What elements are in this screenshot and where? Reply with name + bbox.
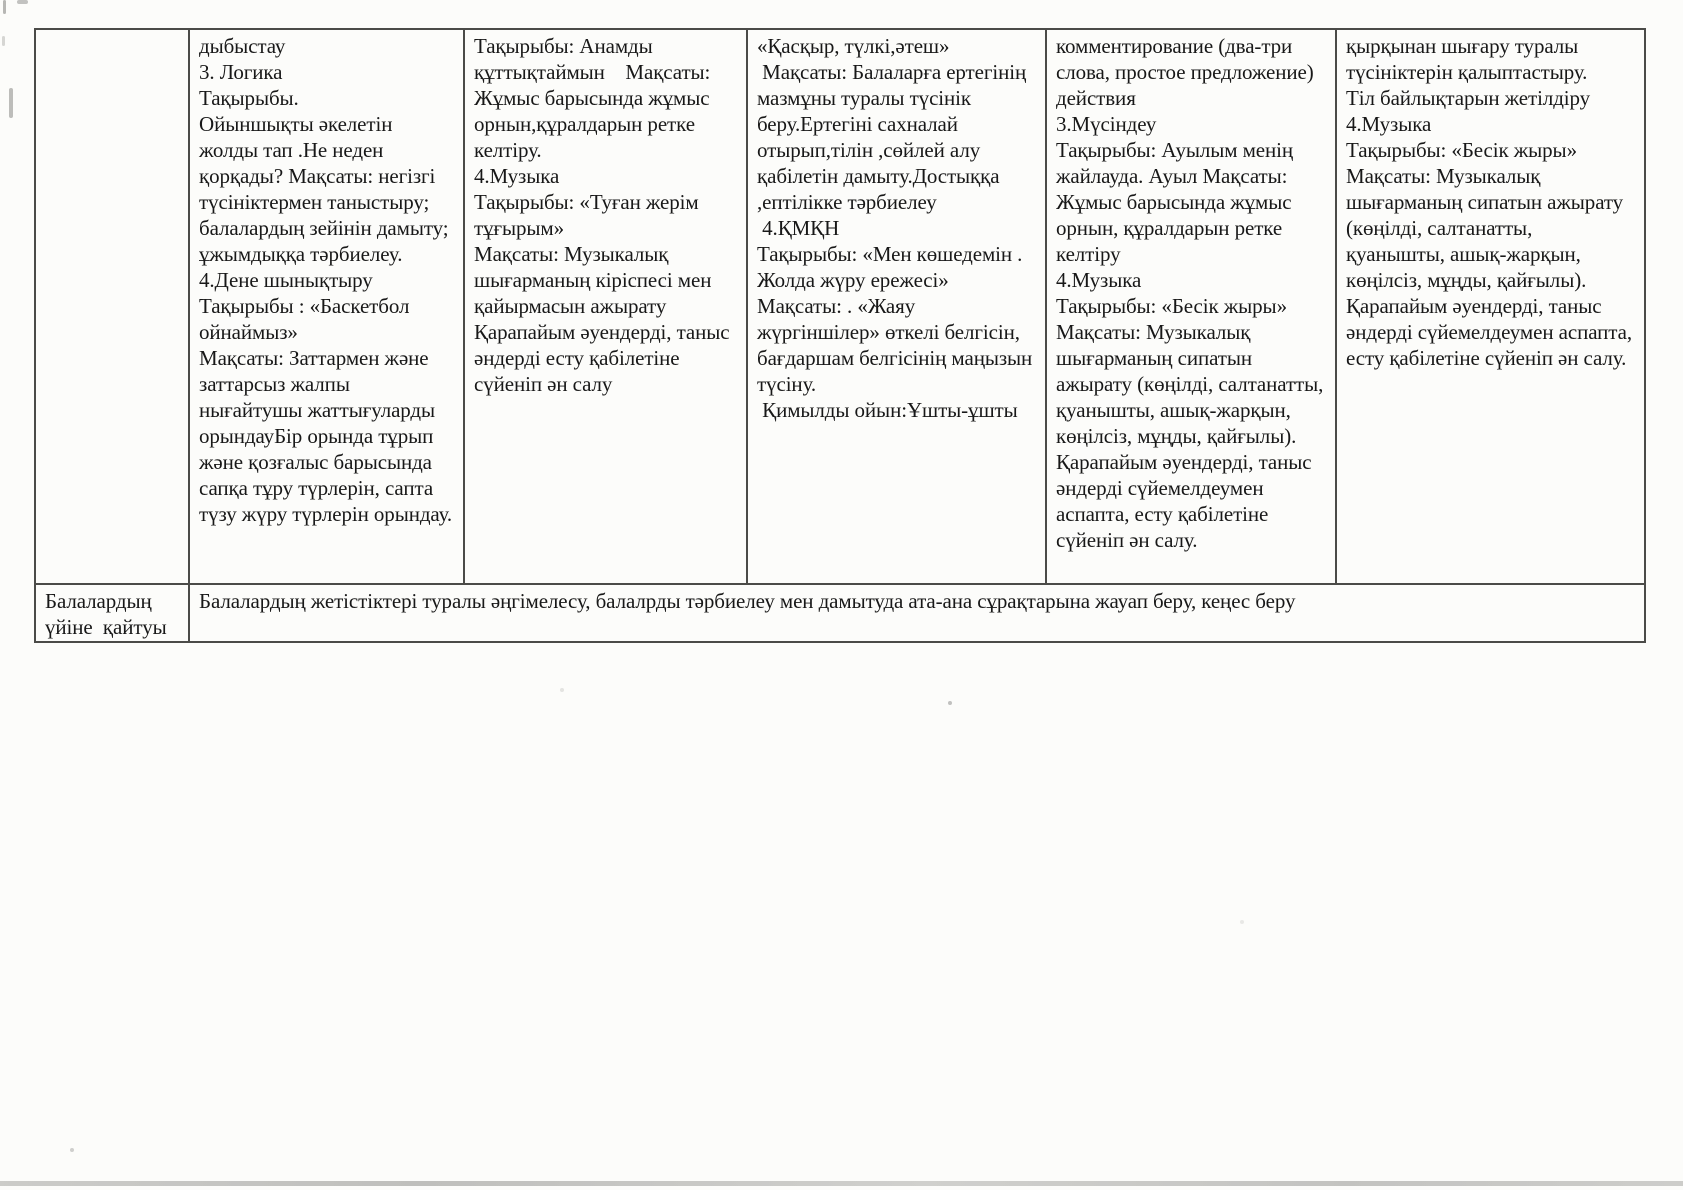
- cell-paragraph: Тақырыбы: «Мен көшедемін . Жолда жүру ережесі»: [757, 242, 1028, 292]
- cell-paragraph: Мақсаты: Музыкалық шығарманың сипатын ажырату (көңілді, салтанатты, қуанышты, ашық-жарқын, көңілсіз, мұңды, қайғылы).: [1056, 320, 1329, 448]
- cell-paragraph: Қарапайым әуендерді, таныс әндерді сүйемелдеумен аспапта, есту қабілетіне сүйеніп ән салу.: [1346, 294, 1638, 370]
- scan-artifact: [948, 701, 952, 705]
- scan-artifact: [17, 0, 28, 4]
- cell-paragraph: 4.Музыка: [1056, 268, 1142, 292]
- cell-paragraph: Қимылды ойын:Ұшты-ұшты: [757, 398, 1018, 422]
- cell-paragraph: Балалардың: [45, 589, 152, 613]
- cell-paragraph: Тақырыбы: «Туған жерім тұғырым»: [474, 190, 704, 240]
- cell-paragraph: Мақсаты: Музыкалық шығарманың сипатын ажырату (көңілді, салтанатты, қуанышты, ашық-жарқын, көңілсіз, мұңды, қайғылы).: [1346, 164, 1629, 292]
- scan-edge-strip: [0, 1181, 1683, 1186]
- cell-paragraph: 4.Дене шынықтыру: [199, 268, 373, 292]
- cell-paragraph: Мақсаты: Балаларға ертегінің мазмұны туралы түсінік беру.Ертегіні сахналай отырып,тілін ,сөйлей алу қабілетін дамыту.Достыққа ,ептілікке тәрбиелеу: [757, 60, 1032, 214]
- going-home-text: Балалардың жетістіктері туралы әңгімелесу, балалрды тәрбиелеу мен дамытуда ата-ана сұрақтарына жауап беру, кеңес беру: [199, 589, 1296, 613]
- scan-artifact: [1240, 920, 1244, 924]
- cell-paragraph: 4.Музыка: [474, 164, 560, 188]
- cell-paragraph: 3.Мүсіндеу: [1056, 112, 1157, 136]
- cell-paragraph: 3. Логика: [199, 60, 283, 84]
- cell-paragraph: «Қасқыр, түлкі,әтеш»: [757, 34, 950, 58]
- scan-artifact: [560, 688, 564, 692]
- row-header-going-home: [36, 585, 190, 641]
- cell-paragraph: Мақсаты: Заттармен және заттарсыз жалпы нығайтушы жаттығуларды орындауБір орында тұрып және қозғалыс барысында сапқа тұру түрлерін, сапта түзу жүру түрлерін орындау.: [199, 346, 453, 526]
- cell-paragraph: комментирование (два-три слова, простое предложение) действия: [1056, 34, 1319, 110]
- cell-paragraph: Тақырыбы : «Баскетбол ойнаймыз»: [199, 294, 415, 344]
- cell-paragraph: Мақсаты: Музыкалық шығарманың кіріспесі мен қайырмасын ажырату: [474, 242, 717, 318]
- cell-day-column-1: [190, 30, 465, 583]
- cell-paragraph: Қарапайым әуендерді, таныс әндерді есту қабілетіне сүйеніп ән салу: [474, 320, 735, 396]
- going-home-row: [36, 585, 1644, 641]
- cell-day-column-3: [748, 30, 1047, 583]
- scan-artifact: [3, 0, 6, 14]
- row-header-cell-empty: [36, 30, 190, 583]
- cell-paragraph: 4.Музыка: [1346, 112, 1432, 136]
- cell-paragraph: Тіл байлықтарын жетілдіру: [1346, 86, 1591, 110]
- cell-paragraph: үйіне қайтуы: [45, 615, 167, 639]
- cell-paragraph: Тақырыбы: «Бесік жыры»: [1056, 294, 1287, 318]
- cell-paragraph: Мақсаты: . «Жаяу жүргіншілер» өткелі белгісін, бағдаршам белгісінің маңызын түсіну.: [757, 294, 1038, 396]
- cell-paragraph: Қарапайым әуендерді, таныс әндерді сүйемелдеумен аспапта, есту қабілетіне сүйеніп ән салу.: [1056, 450, 1317, 552]
- cell-paragraph: қырқынан шығару туралы түсініктерін қалыптастыру.: [1346, 34, 1588, 84]
- schedule-table: [34, 28, 1646, 643]
- cell-paragraph: Тақырыбы: Анамды құттықтаймын Мақсаты: Жұмыс барысында жұмыс орнын,құралдарын ретке келтіру.: [474, 34, 716, 162]
- scan-artifact: [2, 36, 5, 46]
- scan-artifact: [70, 1148, 74, 1152]
- cell-paragraph: 4.ҚМҚН: [757, 216, 840, 240]
- main-row: [36, 30, 1644, 585]
- cell-going-home-content: [190, 585, 1644, 641]
- cell-paragraph: Тақырыбы: «Бесік жыры»: [1346, 138, 1577, 162]
- cell-paragraph: Тақырыбы: Ауылым менің жайлауда. Ауыл Мақсаты: Жұмыс барысында жұмыс орнын, құралдарын ретке келтіру: [1056, 138, 1299, 266]
- scan-artifact: [9, 88, 13, 118]
- cell-paragraph: дыбыстау: [199, 34, 286, 58]
- cell-day-column-4: [1047, 30, 1337, 583]
- cell-paragraph: Ойыншықты әкелетін жолды тап .Не неден қорқады? Мақсаты: негізгі түсініктермен таныстыру; балалардың зейінін дамыту; ұжымдыққа тәрбиелеу.: [199, 112, 454, 266]
- cell-paragraph: Тақырыбы.: [199, 86, 299, 110]
- cell-day-column-5: [1337, 30, 1644, 583]
- cell-day-column-2: [465, 30, 748, 583]
